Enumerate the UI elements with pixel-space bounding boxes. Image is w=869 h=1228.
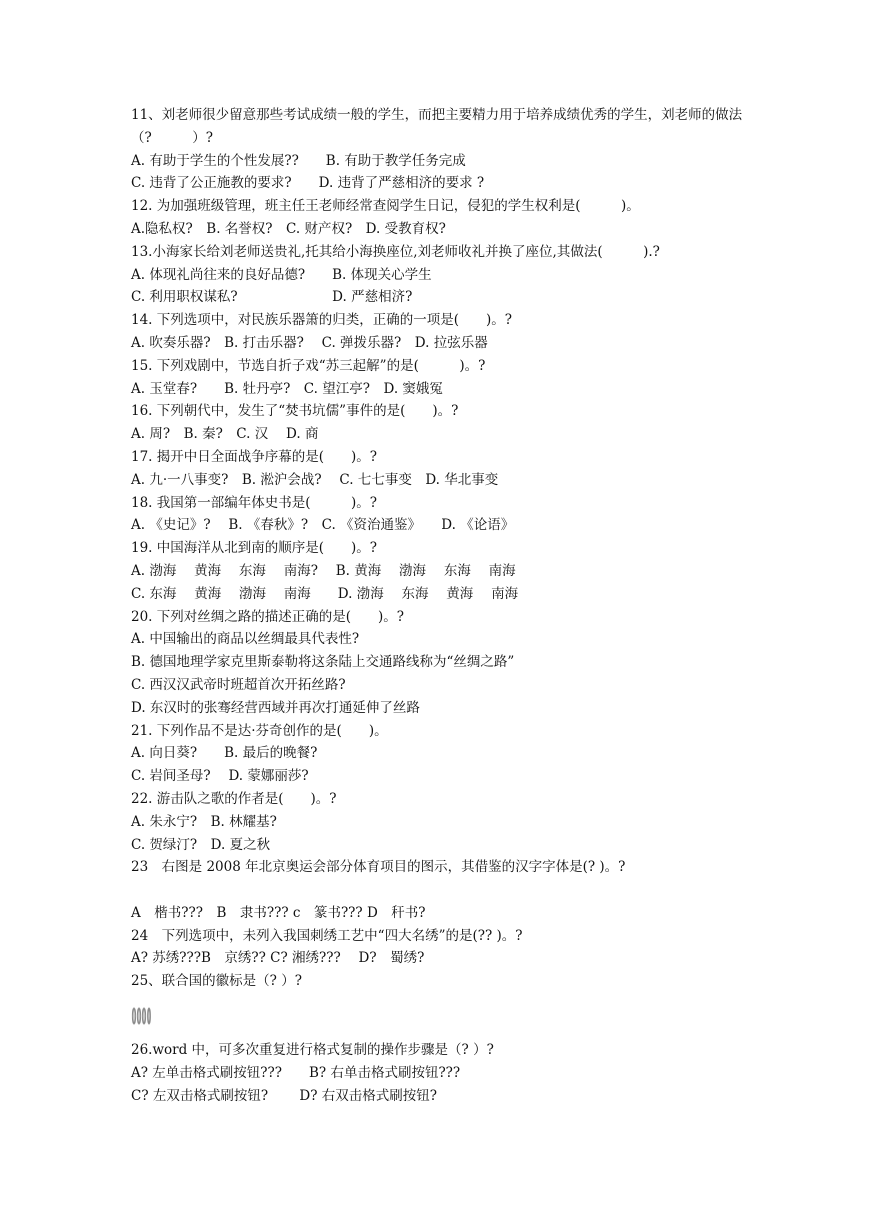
q18-stem: 18. 我国第一部编年体史书是( )。? <box>131 494 378 511</box>
q13-options-ab: A. 体现礼尚往来的良好品德? B. 体现关心学生 <box>131 266 432 283</box>
q17-stem: 17. 揭开中日全面战争序幕的是( )。? <box>131 448 378 465</box>
q25-stem: 25、联合国的徽标是（? ）? <box>131 973 302 990</box>
q19-options-cd: C. 东海 黄海 渤海 南海 D. 渤海 东海 黄海 南海 <box>131 585 519 602</box>
q12-stem: 12. 为加强班级管理，班主任王老师经常查阅学生日记，侵犯的学生权利是( )。 <box>131 198 640 215</box>
question-list <box>131 104 751 1107</box>
q14-options: A. 吹奏乐器? B. 打击乐器? C. 弹拨乐器? D. 拉弦乐器 <box>131 334 488 351</box>
q13-options-cd: C. 利用职权谋私? D. 严慈相济? <box>131 289 413 306</box>
q21-options-ab: A. 向日葵? B. 最后的晚餐? <box>131 745 318 762</box>
q26-options-cd: C? 左双击格式刷按钮? D? 右双击格式刷按钮? <box>131 1087 437 1104</box>
q21-stem: 21. 下列作品不是达·芬奇创作的是( )。 <box>131 722 388 739</box>
q24-stem: 24 下列选项中，未列入我国刺绣工艺中“四大名绣”的是(?? )。? <box>131 927 523 944</box>
q20-option-c: C. 西汉汉武帝时班超首次开拓丝路? <box>131 676 346 693</box>
q24-options: A? 苏绣???B 京绣?? C? 湘绣??? D? 蜀绣? <box>131 950 425 967</box>
q20-option-a: A. 中国输出的商品以丝绸最具代表性? <box>131 631 360 648</box>
q13-stem: 13.小海家长给刘老师送贵礼,托其给小海换座位,刘老师收礼并换了座位,其做法( ).? <box>131 243 660 260</box>
q16-stem: 16. 下列朝代中，发生了“焚书坑儒”事件的是( )。? <box>131 403 459 420</box>
q11-stem: 11、刘老师很少留意那些考试成绩一般的学生，而把主要精力用于培养成绩优秀的学生，刘老师的做法（? ）? <box>131 107 743 146</box>
q21-options-cd: C. 岩间圣母? D. 蒙娜丽莎? <box>131 768 309 785</box>
q15-options: A. 玉堂春? B. 牡丹亭? C. 望江亭? D. 窦娥冤 <box>131 380 443 397</box>
q11-options-cd: C. 违背了公正施教的要求? D. 违背了严慈相济的要求 ? <box>131 175 485 192</box>
q22-options-ab: A. 朱永宁? B. 林耀基? <box>131 813 277 830</box>
q18-options: A. 《史记》? B. 《春秋》? C. 《资治通鉴》 D. 《论语》 <box>131 517 515 534</box>
q14-stem: 14. 下列选项中，对民族乐器箫的归类，正确的一项是( )。? <box>131 312 513 329</box>
q26-stem: 26.word 中，可多次重复进行格式复制的操作步骤是（? ）? <box>131 1042 494 1059</box>
q17-options: A. 九·一八事变? B. 淞沪会战? C. 七七事变 D. 华北事变 <box>131 471 499 488</box>
un-emblem-icon <box>131 1004 151 1028</box>
q20-stem: 20. 下列对丝绸之路的描述正确的是( )。? <box>131 608 405 625</box>
q22-stem: 22. 游击队之歌的作者是( )。? <box>131 790 337 807</box>
q25-figure <box>131 993 751 1039</box>
q19-stem: 19. 中国海洋从北到南的顺序是( )。? <box>131 540 378 557</box>
q15-stem: 15. 下列戏剧中，节选自折子戏“苏三起解”的是( )。? <box>131 357 486 374</box>
q26-options-ab: A? 左单击格式刷按钮??? B? 右单击格式刷按钮??? <box>131 1064 461 1081</box>
q23-options: A 楷书??? B 隶书??? c 篆书??? D 秆书? <box>131 904 426 921</box>
q11-options-ab: A. 有助于学生的个性发展?? B. 有助于教学任务完成 <box>131 152 466 169</box>
q23-stem: 23 右图是 2008 年北京奥运会部分体育项目的图示，其借鉴的汉字字体是(? )。? <box>131 859 626 876</box>
q20-option-b: B. 德国地理学家克里斯泰勒将这条陆上交通路线称为“丝绸之路” <box>131 654 515 671</box>
q12-options: A.隐私权? B. 名誉权? C. 财产权? D. 受教育权? <box>131 220 446 237</box>
q22-options-cd: C. 贺绿汀? D. 夏之秋 <box>131 836 271 853</box>
q19-options-ab: A. 渤海 黄海 东海 南海? B. 黄海 渤海 东海 南海 <box>131 562 516 579</box>
q16-options: A. 周? B. 秦? C. 汉 D. 商 <box>131 426 319 443</box>
q20-option-d: D. 东汉时的张骞经营西域并再次打通延伸了丝路 <box>131 699 420 716</box>
blank-line <box>131 879 751 902</box>
